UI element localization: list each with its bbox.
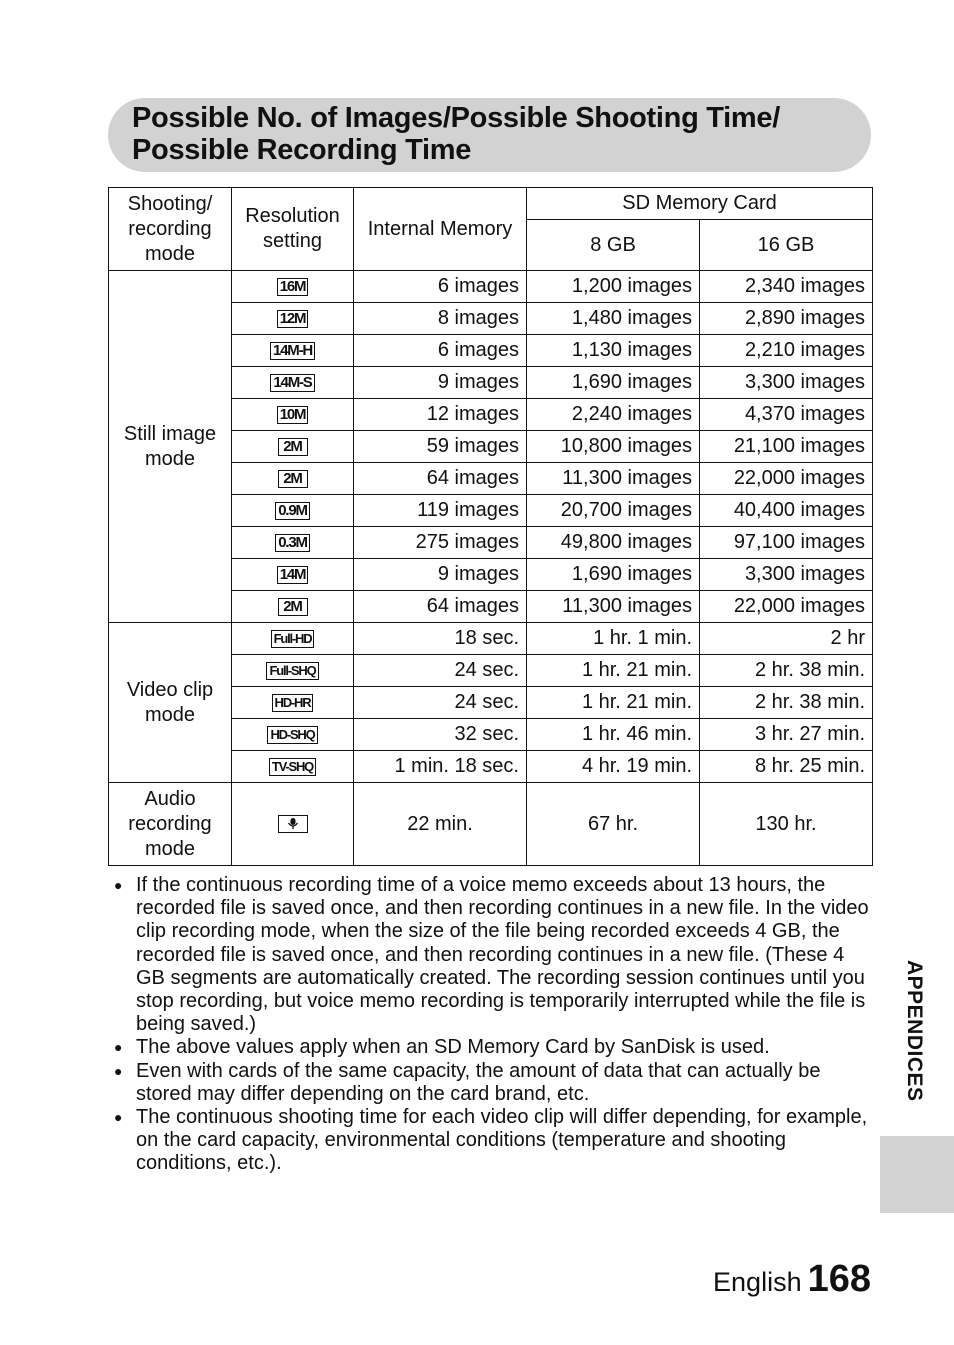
header-mode: Shooting/ recording mode <box>109 188 232 271</box>
resolution-icon: Full-HD <box>271 630 315 648</box>
resolution-icon: HD-HR <box>272 694 314 712</box>
resolution-icon: HD-SHQ <box>267 726 317 744</box>
footer-language: English <box>713 1267 802 1297</box>
list-item <box>114 1106 874 1176</box>
table-body <box>109 271 873 866</box>
resolution-icon: 2M <box>278 438 308 456</box>
resolution-cell <box>232 751 354 783</box>
sd-8gb-cell: 1 hr. 1 min. <box>527 623 700 655</box>
microphone-icon <box>278 815 308 833</box>
bullet-icon: ● <box>114 1062 123 1079</box>
internal-memory-cell: 24 sec. <box>354 687 527 719</box>
note-text: The continuous shooting time for each video clip will differ depending, for example, on the card capacity, environmental conditions (temperature and shooting conditions, etc.). <box>136 1106 868 1175</box>
list-item <box>114 1060 874 1106</box>
internal-memory-cell: 275 images <box>354 527 527 559</box>
mode-video-clip: Video clip mode <box>109 623 232 783</box>
internal-memory-cell: 64 images <box>354 591 527 623</box>
page-number: 168 <box>807 1258 871 1300</box>
sd-16gb-cell: 4,370 images <box>700 399 873 431</box>
internal-memory-cell: 8 images <box>354 303 527 335</box>
sd-16gb-cell: 2,340 images <box>700 271 873 303</box>
resolution-icon: 2M <box>278 470 308 488</box>
sd-16gb-cell: 2 hr <box>700 623 873 655</box>
sd-8gb-cell: 4 hr. 19 min. <box>527 751 700 783</box>
resolution-cell <box>232 495 354 527</box>
sd-8gb-cell: 1,690 images <box>527 367 700 399</box>
bullet-icon: ● <box>114 877 123 893</box>
header-16gb: 16 GB <box>700 220 873 271</box>
sd-8gb-cell: 2,240 images <box>527 399 700 431</box>
resolution-icon: 10M <box>277 406 309 424</box>
note-text: If the continuous recording time of a voice memo exceeds about 13 hours, the recorded file is saved once, and then recording continues in a new file. In the video clip recording mode, when the size of the file being recorded exceeds 4 GB, the recorded file is saved once, and then recording continues in a new file. (These 4 GB segments are automatically created. The recording session continues until you stop recording, but voice memo recording is temporarily interrupted while the file is being saved.) <box>136 874 869 1036</box>
sd-8gb-cell: 1 hr. 21 min. <box>527 655 700 687</box>
sd-8gb-cell: 1 hr. 46 min. <box>527 719 700 751</box>
resolution-cell <box>232 367 354 399</box>
table-row <box>109 783 873 866</box>
notes-list <box>114 874 874 1176</box>
sd-8gb-cell: 1,480 images <box>527 303 700 335</box>
sd-8gb-cell: 1,200 images <box>527 271 700 303</box>
bullet-icon: ● <box>114 1039 123 1056</box>
resolution-cell <box>232 303 354 335</box>
note-text: The above values apply when an SD Memory Card by SanDisk is used. <box>136 1036 770 1059</box>
internal-memory-cell: 1 min. 18 sec. <box>354 751 527 783</box>
header-resolution: Resolution setting <box>232 188 354 271</box>
internal-memory-cell: 32 sec. <box>354 719 527 751</box>
sd-16gb-cell: 8 hr. 25 min. <box>700 751 873 783</box>
sd-8gb-cell: 67 hr. <box>527 783 700 866</box>
resolution-icon: TV-SHQ <box>269 758 316 776</box>
sd-16gb-cell: 3,300 images <box>700 559 873 591</box>
sd-16gb-cell: 2 hr. 38 min. <box>700 655 873 687</box>
page-title-line-1: Possible No. of Images/Possible Shooting Time/ <box>132 102 780 134</box>
capacity-table <box>108 187 873 866</box>
resolution-icon: 2M <box>278 598 308 616</box>
sd-16gb-cell: 3 hr. 27 min. <box>700 719 873 751</box>
list-item <box>114 874 874 1036</box>
sd-16gb-cell: 40,400 images <box>700 495 873 527</box>
sd-16gb-cell: 3,300 images <box>700 367 873 399</box>
resolution-cell <box>232 399 354 431</box>
resolution-cell <box>232 687 354 719</box>
resolution-icon: 14M-H <box>270 342 315 360</box>
table-row <box>109 271 873 303</box>
resolution-cell <box>232 335 354 367</box>
sd-8gb-cell: 10,800 images <box>527 431 700 463</box>
resolution-icon: 14M-S <box>270 374 314 392</box>
resolution-icon: 0.9M <box>275 502 310 520</box>
footer <box>713 1258 871 1301</box>
sd-8gb-cell: 49,800 images <box>527 527 700 559</box>
resolution-icon: 12M <box>277 310 309 328</box>
internal-memory-cell: 9 images <box>354 367 527 399</box>
sd-8gb-cell: 11,300 images <box>527 463 700 495</box>
resolution-cell <box>232 719 354 751</box>
internal-memory-cell: 22 min. <box>354 783 527 866</box>
internal-memory-cell: 64 images <box>354 463 527 495</box>
list-item <box>114 1036 874 1059</box>
sd-8gb-cell: 20,700 images <box>527 495 700 527</box>
header-8gb: 8 GB <box>527 220 700 271</box>
resolution-cell <box>232 559 354 591</box>
header-sd-card: SD Memory Card <box>527 188 873 220</box>
sd-16gb-cell: 22,000 images <box>700 591 873 623</box>
bullet-icon: ● <box>114 1109 123 1126</box>
sd-16gb-cell: 130 hr. <box>700 783 873 866</box>
microphone-glyph <box>280 817 306 831</box>
mode-still-image: Still image mode <box>109 271 232 623</box>
resolution-icon: 16M <box>277 278 309 296</box>
side-section-label <box>882 960 932 1130</box>
sd-8gb-cell: 1,130 images <box>527 335 700 367</box>
sd-16gb-cell: 22,000 images <box>700 463 873 495</box>
resolution-cell <box>232 623 354 655</box>
table-row <box>109 623 873 655</box>
internal-memory-cell: 12 images <box>354 399 527 431</box>
resolution-cell <box>232 591 354 623</box>
side-tab-marker <box>880 1136 954 1213</box>
title-banner <box>108 98 871 172</box>
internal-memory-cell: 9 images <box>354 559 527 591</box>
resolution-icon: Full-SHQ <box>266 662 318 680</box>
internal-memory-cell: 6 images <box>354 271 527 303</box>
resolution-cell <box>232 271 354 303</box>
sd-16gb-cell: 97,100 images <box>700 527 873 559</box>
mode-audio-recording: Audio recording mode <box>109 783 232 866</box>
sd-16gb-cell: 2,890 images <box>700 303 873 335</box>
sd-8gb-cell: 1 hr. 21 min. <box>527 687 700 719</box>
sd-16gb-cell: 2 hr. 38 min. <box>700 687 873 719</box>
page-title-line-2: Possible Recording Time <box>132 134 472 166</box>
resolution-cell <box>232 463 354 495</box>
sd-8gb-cell: 1,690 images <box>527 559 700 591</box>
internal-memory-cell: 18 sec. <box>354 623 527 655</box>
note-text: Even with cards of the same capacity, the amount of data that can actually be stored may differ depending on the card brand, etc. <box>136 1059 821 1105</box>
internal-memory-cell: 59 images <box>354 431 527 463</box>
resolution-icon: 14M <box>277 566 309 584</box>
resolution-icon: 0.3M <box>275 534 310 552</box>
resolution-cell <box>232 783 354 866</box>
resolution-cell <box>232 431 354 463</box>
sd-16gb-cell: 21,100 images <box>700 431 873 463</box>
sd-16gb-cell: 2,210 images <box>700 335 873 367</box>
header-internal-memory: Internal Memory <box>354 188 527 271</box>
internal-memory-cell: 24 sec. <box>354 655 527 687</box>
internal-memory-cell: 6 images <box>354 335 527 367</box>
sd-8gb-cell: 11,300 images <box>527 591 700 623</box>
appendices-label: APPENDICES <box>903 960 926 1102</box>
resolution-cell <box>232 527 354 559</box>
internal-memory-cell: 119 images <box>354 495 527 527</box>
resolution-cell <box>232 655 354 687</box>
